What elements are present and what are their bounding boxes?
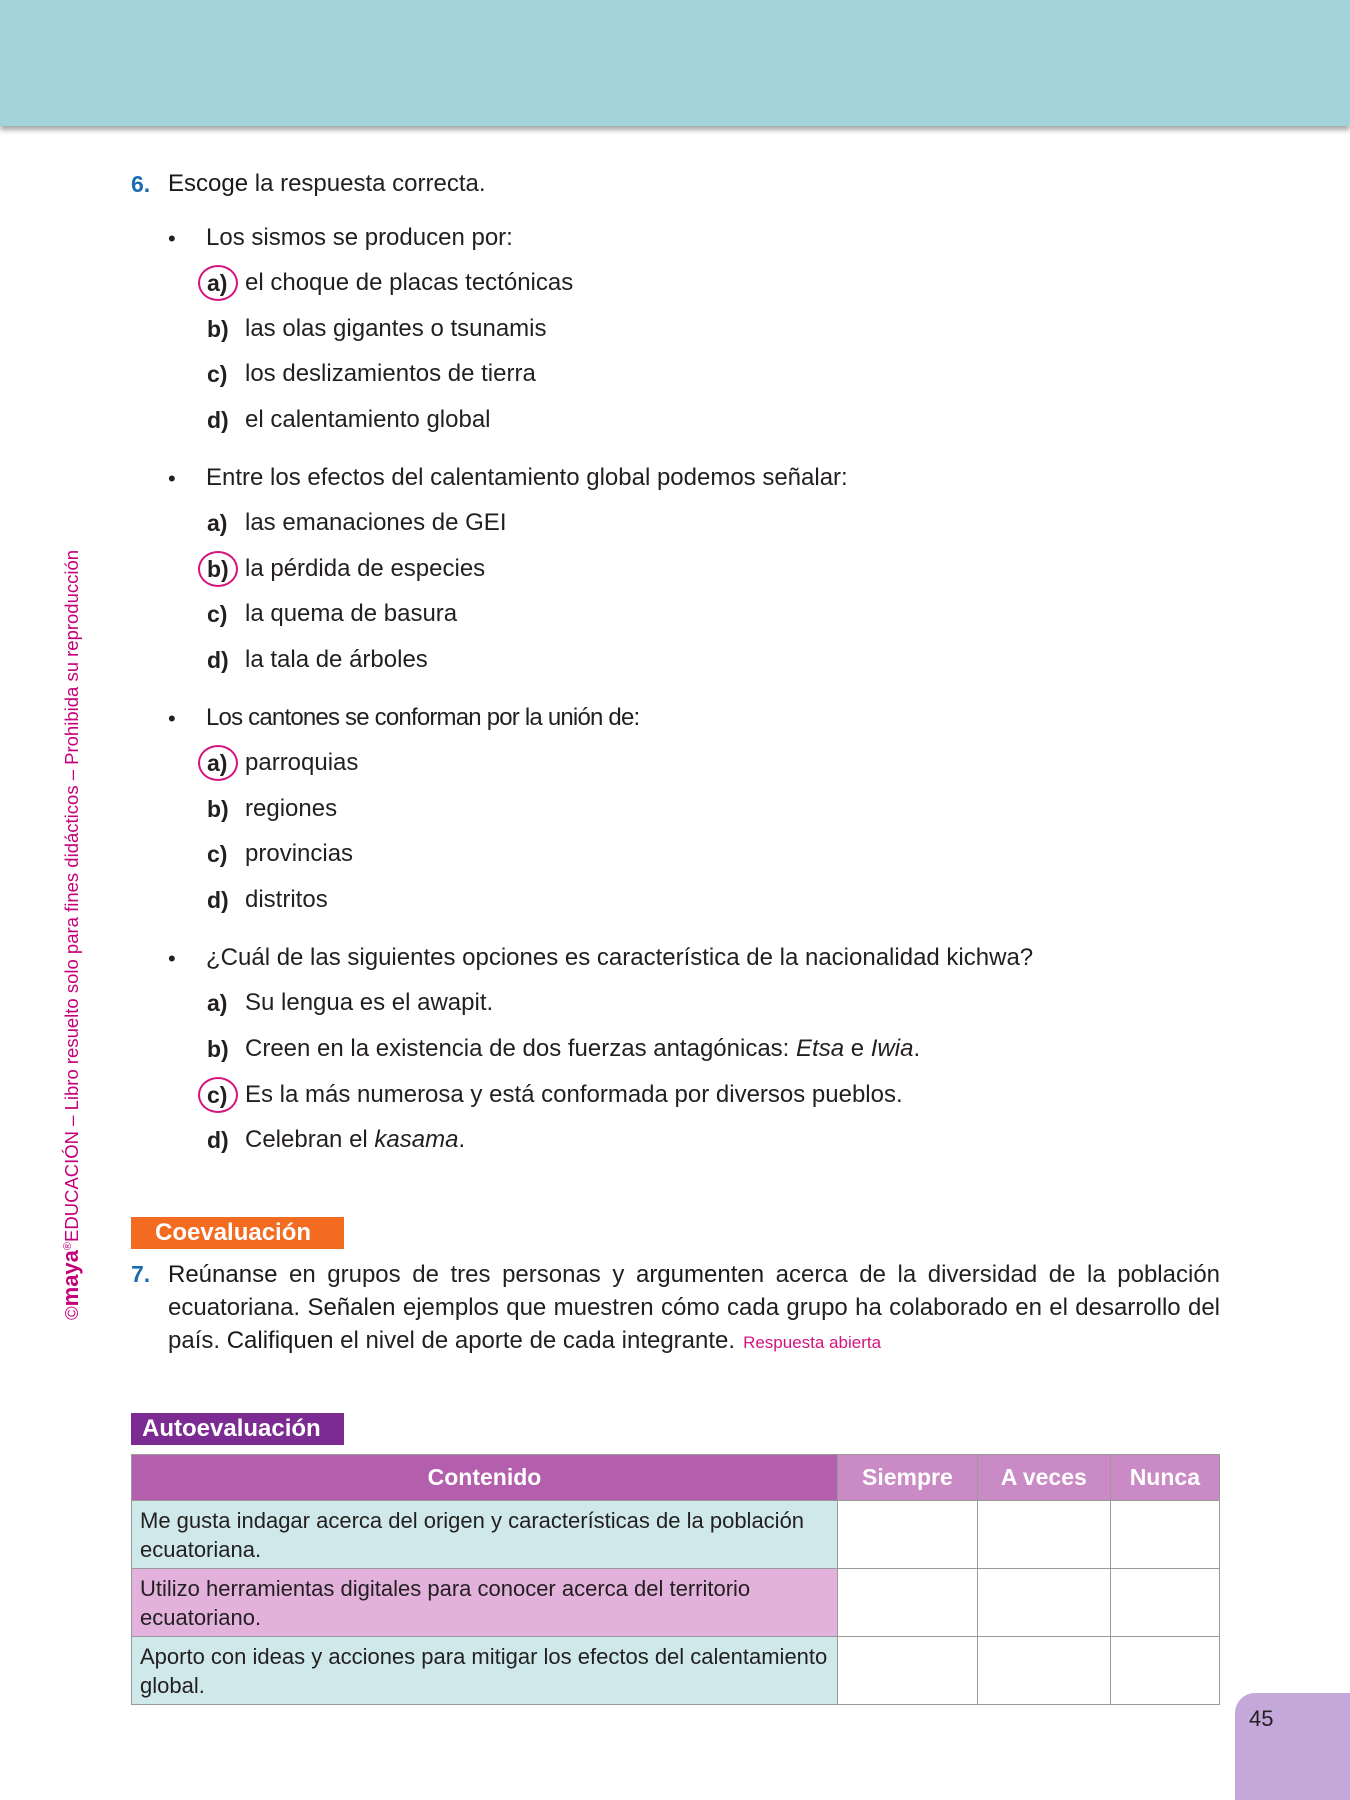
question-7-number: 7. (131, 1261, 151, 1287)
header-a-veces: A veces (977, 1455, 1110, 1501)
option-emphasis: kasama (374, 1126, 459, 1153)
question-6-verb: Escoge (168, 170, 249, 197)
autoevaluacion-label: Autoevaluación (131, 1413, 344, 1445)
item-1-option-b: las olas gigantes o tsunamis (245, 315, 547, 342)
instruction-text: en grupos de tres personas y (289, 1261, 625, 1288)
checkbox-nunca[interactable] (1110, 1569, 1219, 1637)
header-contenido: Contenido (132, 1455, 838, 1501)
bullet-icon: • (168, 226, 176, 251)
question-6-text: la respuesta correcta. (254, 170, 486, 197)
instruction-verb: Califiquen (226, 1327, 334, 1354)
checkbox-a-veces[interactable] (977, 1501, 1110, 1569)
item-1-option-b-letter: b) (207, 316, 229, 342)
item-1-option-a: el choque de placas tectónicas (245, 269, 574, 296)
question-6-prompt (168, 170, 486, 198)
item-1-option-c-letter: c) (207, 361, 228, 387)
item-4-option-a-letter: a) (207, 990, 228, 1016)
item-2-stem: Entre los efectos del calentamiento global podemos señalar: (206, 464, 848, 491)
item-3-option-d: distritos (245, 886, 328, 913)
item-1-option-d-letter: d) (207, 407, 229, 433)
instruction-text: ejemplos que muestren cómo cada grupo ha colaborado en el desarrollo del país. (168, 1294, 1221, 1354)
instruction-text: el nivel de aporte de cada integrante. (340, 1327, 736, 1354)
table-row (132, 1501, 1220, 1569)
table-row (132, 1637, 1220, 1705)
item-4-option-c: Es la más numerosa y está conformada por diversos pueblos. (245, 1081, 903, 1108)
item-3-option-a-letter: a) (207, 750, 228, 776)
option-text: Creen en la existencia de dos fuerzas antagónicas: (245, 1035, 790, 1062)
row-content: Utilizo herramientas digitales para conocer acerca del territorio ecuatoriano. (132, 1569, 838, 1637)
instruction-text: acerca de la diversidad de la población ecuatoriana. (168, 1261, 1221, 1321)
item-2-option-a-letter: a) (207, 510, 228, 536)
item-2-option-d-letter: d) (207, 647, 229, 673)
item-3-option-b-letter: b) (207, 796, 229, 822)
option-text: e (850, 1035, 865, 1062)
question-6-number: 6. (131, 171, 151, 197)
item-4-option-d (245, 1126, 465, 1154)
item-1-option-d: el calentamiento global (245, 406, 491, 433)
item-4-option-a: Su lengua es el awapit. (245, 989, 494, 1016)
item-4-option-b-letter: b) (207, 1036, 229, 1062)
option-text: . (913, 1035, 921, 1062)
item-1-option-c: los deslizamientos de tierra (245, 360, 536, 387)
item-3-stem: Los cantones se conforman por la unión de: (206, 704, 640, 731)
brand-logo: maya (58, 1250, 84, 1307)
copyright-sidebar (48, 420, 88, 1320)
item-3-option-b: regiones (245, 795, 338, 822)
item-2-option-c: la quema de basura (245, 600, 458, 627)
item-2-option-b-letter: b) (207, 556, 229, 582)
answer-hint: Respuesta abierta (743, 1333, 882, 1352)
top-banner (0, 0, 1350, 126)
coevaluacion-label: Coevaluación (131, 1217, 344, 1249)
row-content: Me gusta indagar acerca del origen y características de la población ecuatoriana. (132, 1501, 838, 1569)
item-3-option-c-letter: c) (207, 841, 228, 867)
item-3-option-c: provincias (245, 840, 354, 867)
self-evaluation-table (131, 1454, 1220, 1705)
bullet-icon: • (168, 946, 176, 971)
item-4-option-d-letter: d) (207, 1127, 229, 1153)
checkbox-nunca[interactable] (1110, 1637, 1219, 1705)
checkbox-siempre[interactable] (838, 1569, 978, 1637)
registered-mark: ® (62, 1241, 74, 1251)
checkbox-siempre[interactable] (838, 1637, 978, 1705)
checkbox-siempre[interactable] (838, 1501, 978, 1569)
instruction-verb: argumenten (635, 1261, 765, 1288)
checkbox-a-veces[interactable] (977, 1637, 1110, 1705)
item-4-option-c-letter: c) (207, 1082, 228, 1108)
table-row (132, 1569, 1220, 1637)
item-2-option-a: las emanaciones de GEI (245, 509, 507, 536)
option-text: Celebran el (245, 1126, 368, 1153)
item-4-stem: ¿Cuál de las siguientes opciones es característica de la nacionalidad kichwa? (206, 944, 1034, 971)
instruction-verb: Señalen (307, 1294, 396, 1321)
item-1-stem: Los sismos se producen por: (206, 224, 513, 251)
item-3-option-d-letter: d) (207, 887, 229, 913)
header-siempre: Siempre (838, 1455, 978, 1501)
row-content: Aporto con ideas y acciones para mitigar los efectos del calentamiento global. (132, 1637, 838, 1705)
item-3-option-a: parroquias (245, 749, 359, 776)
item-2-option-c-letter: c) (207, 601, 228, 627)
instruction-verb: Reúnanse (168, 1261, 278, 1288)
sidebar-notice: EDUCACIÓN – Libro resuelto solo para fines didácticos – Prohibida su reproducción (61, 549, 83, 1242)
option-text: . (458, 1126, 466, 1153)
question-7-text (168, 1258, 1220, 1359)
table-header-row (132, 1455, 1220, 1501)
page-number: 45 (1249, 1706, 1274, 1731)
option-emphasis: Iwia (870, 1035, 914, 1062)
bullet-icon: • (168, 466, 176, 491)
checkbox-a-veces[interactable] (977, 1569, 1110, 1637)
header-nunca: Nunca (1110, 1455, 1219, 1501)
checkbox-nunca[interactable] (1110, 1501, 1219, 1569)
copyright-symbol: © (61, 1306, 83, 1320)
item-2-option-b: la pérdida de especies (245, 555, 486, 582)
option-emphasis: Etsa (796, 1035, 845, 1062)
item-1-option-a-letter: a) (207, 270, 228, 296)
item-2-option-d: la tala de árboles (245, 646, 428, 673)
item-4-option-b (245, 1035, 920, 1063)
bullet-icon: • (168, 706, 176, 731)
